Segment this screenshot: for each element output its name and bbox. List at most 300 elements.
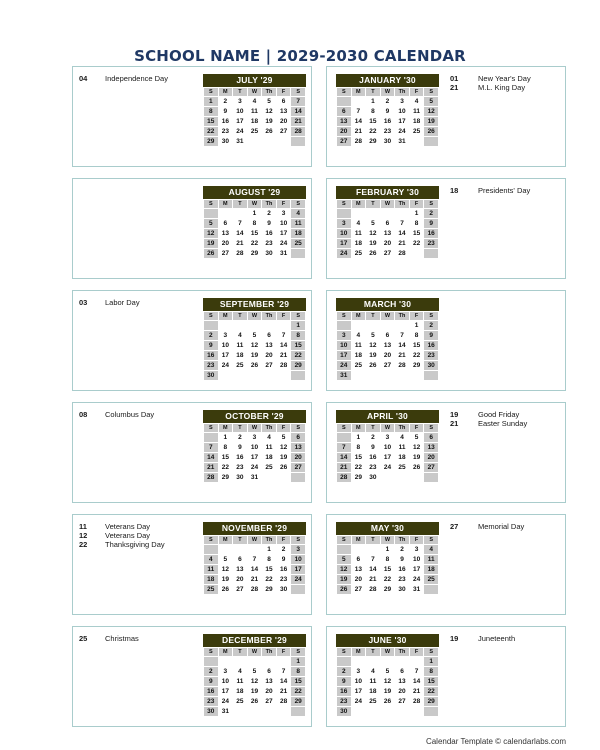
day-cell: 16 bbox=[233, 453, 248, 463]
weekday-header: T bbox=[366, 88, 381, 97]
day-cell: 1 bbox=[366, 97, 381, 107]
day-cell: 28 bbox=[395, 249, 410, 259]
day-cell: 10 bbox=[218, 341, 233, 351]
day-cell: 16 bbox=[276, 565, 291, 575]
month-panel bbox=[326, 290, 566, 391]
day-cell bbox=[291, 249, 306, 259]
day-cell: 13 bbox=[395, 677, 410, 687]
day-cell: 3 bbox=[218, 331, 233, 341]
day-cell: 22 bbox=[218, 463, 233, 473]
day-cell: 6 bbox=[351, 555, 366, 565]
day-cell: 9 bbox=[395, 555, 410, 565]
weekday-header: Th bbox=[395, 200, 410, 209]
month-panel bbox=[72, 178, 312, 279]
holiday-name: Labor Day bbox=[105, 298, 140, 307]
day-cell: 19 bbox=[424, 117, 439, 127]
day-cell: 15 bbox=[247, 229, 262, 239]
week-row bbox=[204, 473, 306, 483]
day-cell: 9 bbox=[204, 341, 219, 351]
day-cell bbox=[218, 371, 233, 381]
day-cell: 6 bbox=[424, 433, 439, 443]
day-cell: 15 bbox=[204, 117, 219, 127]
weekday-header: S bbox=[204, 200, 219, 209]
day-cell: 31 bbox=[337, 371, 352, 381]
day-cell: 4 bbox=[204, 555, 219, 565]
week-row bbox=[204, 565, 306, 575]
day-cell: 10 bbox=[218, 677, 233, 687]
week-row bbox=[204, 321, 306, 331]
day-cell: 18 bbox=[204, 575, 219, 585]
mini-calendar bbox=[336, 522, 439, 595]
day-cell: 30 bbox=[262, 249, 277, 259]
weekday-header: Th bbox=[262, 312, 277, 321]
week-row bbox=[337, 127, 439, 137]
day-cell: 21 bbox=[395, 351, 410, 361]
holiday-list bbox=[79, 410, 199, 419]
holiday-item bbox=[450, 634, 562, 643]
day-cell: 26 bbox=[247, 697, 262, 707]
weekday-header: S bbox=[291, 200, 306, 209]
day-cell: 29 bbox=[204, 137, 219, 147]
day-cell: 30 bbox=[395, 585, 410, 595]
day-cell: 28 bbox=[276, 361, 291, 371]
month-title: DECEMBER '29 bbox=[203, 634, 306, 647]
day-cell: 8 bbox=[218, 443, 233, 453]
month-grid bbox=[203, 535, 306, 595]
day-cell: 29 bbox=[291, 697, 306, 707]
holiday-item bbox=[79, 634, 199, 643]
day-cell: 27 bbox=[424, 463, 439, 473]
day-cell: 7 bbox=[351, 107, 366, 117]
day-cell: 16 bbox=[424, 341, 439, 351]
day-cell: 29 bbox=[380, 585, 395, 595]
day-cell: 16 bbox=[424, 229, 439, 239]
day-cell: 27 bbox=[218, 249, 233, 259]
week-row bbox=[204, 697, 306, 707]
day-cell bbox=[204, 209, 219, 219]
week-row bbox=[337, 657, 439, 667]
holiday-item bbox=[79, 74, 199, 83]
day-cell: 21 bbox=[276, 687, 291, 697]
day-cell: 18 bbox=[424, 565, 439, 575]
day-cell bbox=[233, 371, 248, 381]
day-cell: 15 bbox=[380, 565, 395, 575]
day-cell: 18 bbox=[291, 229, 306, 239]
day-cell bbox=[409, 707, 424, 717]
day-cell: 11 bbox=[351, 229, 366, 239]
day-cell: 26 bbox=[218, 585, 233, 595]
week-row bbox=[337, 463, 439, 473]
day-cell: 21 bbox=[337, 463, 352, 473]
day-cell: 1 bbox=[351, 433, 366, 443]
weekday-header: S bbox=[204, 424, 219, 433]
holiday-name: Columbus Day bbox=[105, 410, 155, 419]
mini-calendar bbox=[203, 186, 306, 259]
day-cell: 20 bbox=[276, 117, 291, 127]
month-grid bbox=[336, 535, 439, 595]
day-cell bbox=[424, 707, 439, 717]
day-cell bbox=[366, 371, 381, 381]
day-cell: 22 bbox=[262, 575, 277, 585]
weekday-header: T bbox=[366, 424, 381, 433]
day-cell: 20 bbox=[380, 351, 395, 361]
weekday-header: S bbox=[204, 648, 219, 657]
day-cell bbox=[424, 137, 439, 147]
day-cell: 19 bbox=[218, 575, 233, 585]
day-cell: 9 bbox=[276, 555, 291, 565]
week-row bbox=[204, 331, 306, 341]
weekday-header: S bbox=[337, 648, 352, 657]
holiday-item bbox=[450, 186, 562, 195]
day-cell: 28 bbox=[337, 473, 352, 483]
day-cell: 22 bbox=[409, 239, 424, 249]
day-cell: 31 bbox=[409, 585, 424, 595]
week-row bbox=[204, 585, 306, 595]
month-grid bbox=[336, 423, 439, 483]
day-cell: 14 bbox=[409, 677, 424, 687]
weekday-header: W bbox=[380, 312, 395, 321]
weekday-header: S bbox=[291, 536, 306, 545]
day-cell: 26 bbox=[424, 127, 439, 137]
day-cell: 7 bbox=[291, 97, 306, 107]
day-cell: 17 bbox=[247, 453, 262, 463]
weekday-header: S bbox=[291, 88, 306, 97]
day-cell: 6 bbox=[337, 107, 352, 117]
weekday-header: F bbox=[409, 648, 424, 657]
day-cell: 18 bbox=[262, 453, 277, 463]
holiday-name: Independence Day bbox=[105, 74, 168, 83]
day-cell: 1 bbox=[380, 545, 395, 555]
weekday-header: M bbox=[351, 88, 366, 97]
day-cell: 31 bbox=[218, 707, 233, 717]
day-cell: 24 bbox=[276, 239, 291, 249]
day-cell: 9 bbox=[337, 677, 352, 687]
day-cell: 7 bbox=[409, 667, 424, 677]
day-cell: 23 bbox=[276, 575, 291, 585]
day-cell: 26 bbox=[409, 463, 424, 473]
day-cell: 8 bbox=[366, 107, 381, 117]
weekday-header: S bbox=[204, 536, 219, 545]
day-cell bbox=[337, 209, 352, 219]
day-cell bbox=[409, 249, 424, 259]
week-row bbox=[337, 453, 439, 463]
day-cell bbox=[395, 321, 410, 331]
day-cell: 10 bbox=[337, 229, 352, 239]
day-cell: 26 bbox=[247, 361, 262, 371]
day-cell: 17 bbox=[395, 117, 410, 127]
day-cell: 24 bbox=[409, 575, 424, 585]
day-cell: 3 bbox=[351, 667, 366, 677]
holiday-date: 12 bbox=[79, 531, 88, 540]
holiday-list bbox=[79, 298, 199, 307]
weekday-header: M bbox=[351, 312, 366, 321]
week-row bbox=[204, 555, 306, 565]
weekday-header: W bbox=[247, 536, 262, 545]
holiday-date: 21 bbox=[450, 83, 459, 92]
week-row bbox=[337, 107, 439, 117]
weekday-header: T bbox=[366, 536, 381, 545]
day-cell: 11 bbox=[291, 219, 306, 229]
day-cell: 6 bbox=[218, 219, 233, 229]
day-cell: 2 bbox=[233, 433, 248, 443]
holiday-name: Veterans Day bbox=[105, 531, 151, 540]
weekday-header: W bbox=[380, 200, 395, 209]
weekday-header: S bbox=[204, 88, 219, 97]
day-cell: 1 bbox=[424, 657, 439, 667]
weekday-header: M bbox=[218, 312, 233, 321]
day-cell: 23 bbox=[424, 351, 439, 361]
day-cell: 6 bbox=[276, 97, 291, 107]
day-cell: 27 bbox=[337, 137, 352, 147]
weekday-header: F bbox=[276, 424, 291, 433]
day-cell: 18 bbox=[395, 453, 410, 463]
day-cell: 31 bbox=[395, 137, 410, 147]
day-cell bbox=[395, 371, 410, 381]
holiday-item bbox=[79, 531, 199, 540]
day-cell bbox=[351, 545, 366, 555]
day-cell: 4 bbox=[233, 667, 248, 677]
day-cell: 7 bbox=[233, 219, 248, 229]
day-cell: 28 bbox=[276, 697, 291, 707]
weekday-header: T bbox=[233, 88, 248, 97]
month-title: OCTOBER '29 bbox=[203, 410, 306, 423]
day-cell: 15 bbox=[218, 453, 233, 463]
weekday-header: M bbox=[218, 648, 233, 657]
holiday-item bbox=[450, 410, 562, 419]
day-cell: 21 bbox=[409, 687, 424, 697]
day-cell: 24 bbox=[395, 127, 410, 137]
day-cell: 12 bbox=[276, 443, 291, 453]
week-row bbox=[337, 219, 439, 229]
mini-calendar bbox=[336, 634, 439, 717]
week-row bbox=[337, 575, 439, 585]
day-cell: 8 bbox=[291, 331, 306, 341]
weekday-header: T bbox=[366, 648, 381, 657]
day-cell: 27 bbox=[380, 249, 395, 259]
day-cell: 15 bbox=[409, 229, 424, 239]
day-cell: 20 bbox=[262, 687, 277, 697]
weekday-header: F bbox=[276, 88, 291, 97]
day-cell: 28 bbox=[233, 249, 248, 259]
weekday-header: W bbox=[380, 424, 395, 433]
day-cell: 29 bbox=[409, 361, 424, 371]
day-cell: 14 bbox=[276, 341, 291, 351]
day-cell: 24 bbox=[218, 697, 233, 707]
weekday-header: Th bbox=[395, 536, 410, 545]
day-cell: 5 bbox=[276, 433, 291, 443]
week-row bbox=[337, 677, 439, 687]
day-cell: 29 bbox=[424, 697, 439, 707]
day-cell: 10 bbox=[380, 443, 395, 453]
month-title: FEBRUARY '30 bbox=[336, 186, 439, 199]
day-cell: 29 bbox=[366, 137, 381, 147]
day-cell: 28 bbox=[409, 697, 424, 707]
day-cell bbox=[262, 137, 277, 147]
day-cell bbox=[204, 433, 219, 443]
day-cell bbox=[262, 657, 277, 667]
day-cell: 21 bbox=[204, 463, 219, 473]
day-cell: 13 bbox=[218, 229, 233, 239]
day-cell: 13 bbox=[380, 341, 395, 351]
day-cell: 22 bbox=[366, 127, 381, 137]
day-cell bbox=[366, 707, 381, 717]
month-grid bbox=[336, 87, 439, 147]
holiday-item bbox=[450, 74, 562, 83]
day-cell: 15 bbox=[291, 341, 306, 351]
day-cell: 5 bbox=[204, 219, 219, 229]
day-cell bbox=[351, 209, 366, 219]
day-cell: 30 bbox=[424, 361, 439, 371]
day-cell: 19 bbox=[337, 575, 352, 585]
weekday-header: S bbox=[291, 648, 306, 657]
holiday-date: 01 bbox=[450, 74, 459, 83]
day-cell: 1 bbox=[218, 433, 233, 443]
day-cell: 9 bbox=[424, 331, 439, 341]
day-cell: 19 bbox=[409, 453, 424, 463]
day-cell: 17 bbox=[218, 687, 233, 697]
day-cell bbox=[351, 97, 366, 107]
day-cell bbox=[380, 321, 395, 331]
day-cell: 16 bbox=[337, 687, 352, 697]
day-cell: 3 bbox=[409, 545, 424, 555]
day-cell: 9 bbox=[204, 677, 219, 687]
day-cell bbox=[351, 321, 366, 331]
month-panel bbox=[326, 402, 566, 503]
mini-calendar bbox=[336, 410, 439, 483]
day-cell: 20 bbox=[395, 687, 410, 697]
day-cell: 10 bbox=[409, 555, 424, 565]
weekday-header: Th bbox=[262, 88, 277, 97]
week-row bbox=[204, 443, 306, 453]
weekday-header: S bbox=[424, 200, 439, 209]
day-cell: 3 bbox=[291, 545, 306, 555]
day-cell: 5 bbox=[409, 433, 424, 443]
week-row bbox=[204, 97, 306, 107]
weekday-header: F bbox=[276, 536, 291, 545]
day-cell: 10 bbox=[351, 677, 366, 687]
week-row bbox=[337, 667, 439, 677]
month-panel bbox=[326, 178, 566, 279]
holiday-date: 21 bbox=[450, 419, 459, 428]
day-cell: 27 bbox=[395, 697, 410, 707]
day-cell: 13 bbox=[380, 229, 395, 239]
weekday-header: T bbox=[233, 312, 248, 321]
weekday-header: F bbox=[276, 200, 291, 209]
day-cell: 3 bbox=[218, 667, 233, 677]
day-cell: 2 bbox=[276, 545, 291, 555]
month-grid bbox=[336, 199, 439, 259]
day-cell bbox=[409, 137, 424, 147]
day-cell: 11 bbox=[247, 107, 262, 117]
day-cell: 6 bbox=[262, 331, 277, 341]
day-cell bbox=[233, 707, 248, 717]
day-cell: 23 bbox=[366, 463, 381, 473]
holiday-date: 22 bbox=[79, 540, 88, 549]
week-row bbox=[204, 545, 306, 555]
day-cell: 12 bbox=[380, 677, 395, 687]
day-cell bbox=[247, 707, 262, 717]
weekday-header: F bbox=[276, 312, 291, 321]
day-cell bbox=[380, 209, 395, 219]
day-cell: 12 bbox=[424, 107, 439, 117]
day-cell: 11 bbox=[395, 443, 410, 453]
week-row bbox=[337, 117, 439, 127]
day-cell: 20 bbox=[351, 575, 366, 585]
day-cell: 16 bbox=[395, 565, 410, 575]
day-cell bbox=[276, 473, 291, 483]
week-row bbox=[337, 687, 439, 697]
day-cell: 1 bbox=[247, 209, 262, 219]
week-row bbox=[204, 219, 306, 229]
weekday-header: T bbox=[233, 536, 248, 545]
day-cell: 15 bbox=[409, 341, 424, 351]
day-cell: 26 bbox=[366, 361, 381, 371]
day-cell: 24 bbox=[351, 697, 366, 707]
day-cell bbox=[276, 137, 291, 147]
weekday-header: Th bbox=[395, 88, 410, 97]
day-cell: 11 bbox=[409, 107, 424, 117]
day-cell: 25 bbox=[233, 697, 248, 707]
holiday-item bbox=[450, 83, 562, 92]
day-cell: 4 bbox=[366, 667, 381, 677]
day-cell: 17 bbox=[276, 229, 291, 239]
weekday-header: S bbox=[337, 200, 352, 209]
weekday-header: T bbox=[233, 424, 248, 433]
day-cell: 22 bbox=[291, 351, 306, 361]
day-cell: 8 bbox=[380, 555, 395, 565]
day-cell: 20 bbox=[262, 351, 277, 361]
day-cell bbox=[366, 209, 381, 219]
day-cell: 24 bbox=[218, 361, 233, 371]
day-cell bbox=[337, 657, 352, 667]
weekday-header: S bbox=[424, 536, 439, 545]
day-cell: 23 bbox=[395, 575, 410, 585]
day-cell bbox=[337, 545, 352, 555]
day-cell: 30 bbox=[204, 371, 219, 381]
day-cell bbox=[291, 585, 306, 595]
day-cell bbox=[218, 545, 233, 555]
day-cell bbox=[247, 137, 262, 147]
week-row bbox=[204, 117, 306, 127]
day-cell: 7 bbox=[366, 555, 381, 565]
day-cell: 18 bbox=[233, 351, 248, 361]
day-cell: 8 bbox=[424, 667, 439, 677]
weekday-header: F bbox=[409, 312, 424, 321]
day-cell: 17 bbox=[337, 239, 352, 249]
day-cell: 17 bbox=[337, 351, 352, 361]
day-cell: 15 bbox=[366, 117, 381, 127]
day-cell: 19 bbox=[204, 239, 219, 249]
day-cell bbox=[395, 657, 410, 667]
day-cell: 4 bbox=[351, 219, 366, 229]
day-cell: 8 bbox=[409, 219, 424, 229]
day-cell bbox=[247, 657, 262, 667]
holiday-date: 04 bbox=[79, 74, 88, 83]
day-cell: 20 bbox=[380, 239, 395, 249]
day-cell: 5 bbox=[424, 97, 439, 107]
day-cell: 13 bbox=[262, 341, 277, 351]
day-cell: 6 bbox=[291, 433, 306, 443]
day-cell: 27 bbox=[262, 697, 277, 707]
week-row bbox=[337, 361, 439, 371]
weekday-header: S bbox=[291, 312, 306, 321]
holiday-name: Juneteenth bbox=[478, 634, 516, 643]
day-cell: 21 bbox=[233, 239, 248, 249]
day-cell bbox=[366, 321, 381, 331]
day-cell: 11 bbox=[233, 341, 248, 351]
week-row bbox=[204, 677, 306, 687]
day-cell bbox=[366, 657, 381, 667]
